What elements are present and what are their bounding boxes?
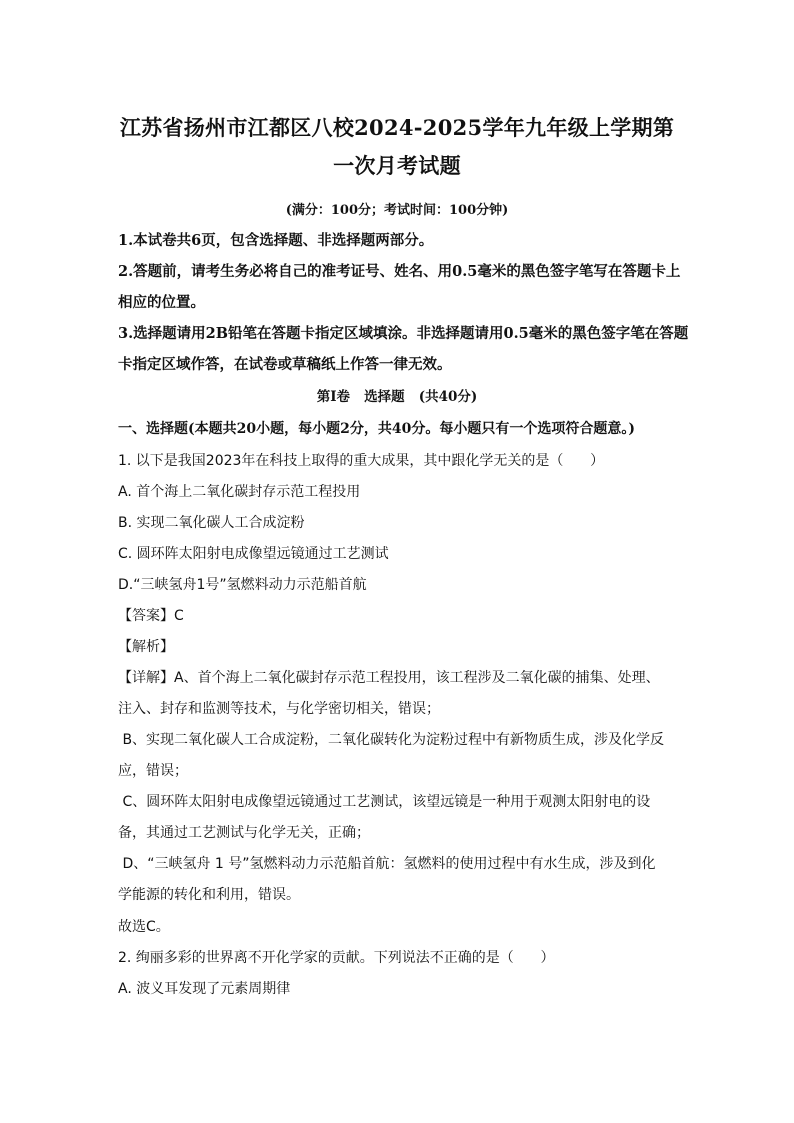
exam-title-line1: 江苏省扬州市江都区八校2024-2025学年九年级上学期第 <box>119 115 675 140</box>
question-1-explanation-line: 注入、封存和监测等技术，与化学密切相关，错误； <box>118 701 440 717</box>
section-heading: 第Ⅰ卷 选择题 (共40分) <box>316 389 478 405</box>
instruction-line-4: 3.选择题请用2B铅笔在答题卡指定区域填涂。非选择题请用0.5毫米的黑色签字笔在答题 <box>118 325 689 342</box>
question-1-option-d: D.“三峡氢舟1号”氢燃料动力示范船首航 <box>118 577 367 593</box>
question-1-explanation-line: B、实现二氧化碳人工合成淀粉，二氧化碳转化为淀粉过程中有新物质生成，涉及化学反 <box>118 732 665 748</box>
instruction-line-5: 卡指定区域作答，在试卷或草稿纸上作答一律无效。 <box>118 356 452 373</box>
question-1-answer: 【答案】C <box>118 608 184 624</box>
question-1-explanation-line: D、“三峡氢舟 1 号”氢燃料动力示范船首航：氢燃料的使用过程中有水生成，涉及到化 <box>118 856 656 872</box>
part-title: 一、选择题(本题共20小题，每小题2分，共40分。每小题只有一个选项符合题意。) <box>118 421 635 437</box>
question-1-option-b: B. 实现二氧化碳人工合成淀粉 <box>118 515 305 531</box>
exam-title-line2: 一次月考试题 <box>333 153 461 178</box>
question-2-stem: 2. 绚丽多彩的世界离不开化学家的贡献。下列说法不正确的是（ ） <box>118 950 555 966</box>
exam-subtitle: (满分：100分；考试时间：100分钟) <box>285 203 509 218</box>
question-1-conclusion: 故选C。 <box>118 919 170 935</box>
instruction-line-2: 2.答题前，请考生务必将自己的准考证号、姓名、用0.5毫米的黑色签字笔写在答题卡上 <box>118 263 681 280</box>
question-2-option-a: A. 波义耳发现了元素周期律 <box>118 981 291 997</box>
question-1-stem: 1. 以下是我国2023年在科技上取得的重大成果，其中跟化学无关的是（ ） <box>118 453 605 469</box>
question-1-explanation-line: C、圆环阵太阳射电成像望远镜通过工艺测试，该望远镜是一种用于观测太阳射电的设 <box>118 794 651 810</box>
question-1-explanation-line: 应，错误； <box>118 763 188 779</box>
question-1-explanation-line: 学能源的转化和利用，错误。 <box>118 887 300 903</box>
question-1-analysis-label: 【解析】 <box>118 639 174 655</box>
question-1-option-a: A. 首个海上二氧化碳封存示范工程投用 <box>118 484 361 500</box>
question-1-explanation-line: 【详解】A、首个海上二氧化碳封存示范工程投用，该工程涉及二氧化碳的捕集、处理、 <box>118 670 660 686</box>
question-1-explanation-line: 备，其通过工艺测试与化学无关，正确； <box>118 825 370 841</box>
instruction-line-1: 1.本试卷共6页，包含选择题、非选择题两部分。 <box>118 232 434 249</box>
instruction-line-3: 相应的位置。 <box>118 294 205 311</box>
question-1-option-c: C. 圆环阵太阳射电成像望远镜通过工艺测试 <box>118 546 389 562</box>
